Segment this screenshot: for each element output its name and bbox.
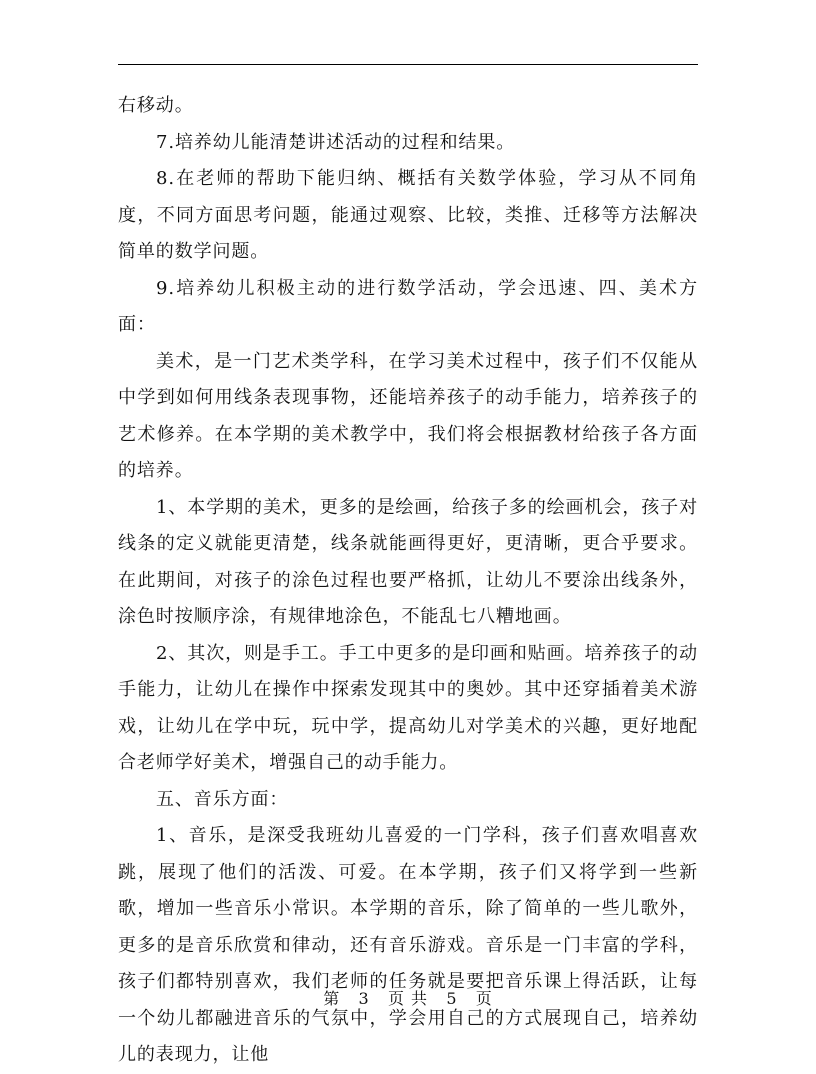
paragraph: 1、音乐，是深受我班幼儿喜爱的一门学科，孩子们喜欢唱喜欢跳，展现了他们的活泼、可爱。在本学期，孩子们又将学到一些新歌，增加一些音乐小常识。本学期的音乐，除了简单的一些儿歌外，更多的是音乐欣赏和律动，还有音乐游戏。音乐是一门丰富的学科，孩子们都特别喜欢，我们老师的任务就是要把音乐课上得活跃，让每一个幼儿都融进音乐的气氛中，学会用自己的方式展现自己，培养幼儿的表现力，让他 <box>118 825 698 1065</box>
page-number-footer <box>0 986 816 1009</box>
paragraph: 美术，是一门艺术类学科，在学习美术过程中，孩子们不仅能从中学到如何用线条表现事物，还能培养孩子的动手能力，培养孩子的艺术修养。在本学期的美术教学中，我们将会根据教材给孩子各方面的培养。 <box>118 350 698 481</box>
footer-total-pages: 5 <box>446 989 458 1008</box>
section-heading: 五、音乐方面： <box>156 788 289 810</box>
paragraph: 2、其次，则是手工。手工中更多的是印画和贴画。培养孩子的动手能力，让幼儿在操作中探索发现其中的奥妙。其中还穿插着美术游戏，让幼儿在学中玩，玩中学，提高幼儿对学美术的兴趣，更好地配合老师学好美术，增强自己的动手能力。 <box>118 642 698 773</box>
footer-current-page: 3 <box>358 989 370 1008</box>
paragraph: 7.培养幼儿能清楚讲述活动的过程和结果。 <box>156 131 516 153</box>
document-body <box>118 88 698 1074</box>
footer-middle: 页 共 <box>387 989 429 1008</box>
paragraph: 1、本学期的美术，更多的是绘画，给孩子多的绘画机会，孩子对线条的定义就能更清楚，线条就能画得更好，更清晰，更合乎要求。在此期间，对孩子的涂色过程也要严格抓，让幼儿不要涂出线条外，涂色时按顺序涂，有规律地涂色，不能乱七八糟地画。 <box>118 496 698 627</box>
paragraph: 8.在老师的帮助下能归纳、概括有关数学体验，学习从不同角度，不同方面思考问题，能通过观察、比较，类推、迁移等方法解决简单的数学问题。 <box>118 168 698 262</box>
paragraph: 9.培养幼儿积极主动的进行数学活动，学会迅速、四、美术方面： <box>118 277 698 335</box>
header-rule <box>118 64 698 65</box>
footer-prefix: 第 <box>323 989 341 1008</box>
paragraph: 右移动。 <box>118 95 194 116</box>
footer-suffix: 页 <box>475 989 493 1008</box>
